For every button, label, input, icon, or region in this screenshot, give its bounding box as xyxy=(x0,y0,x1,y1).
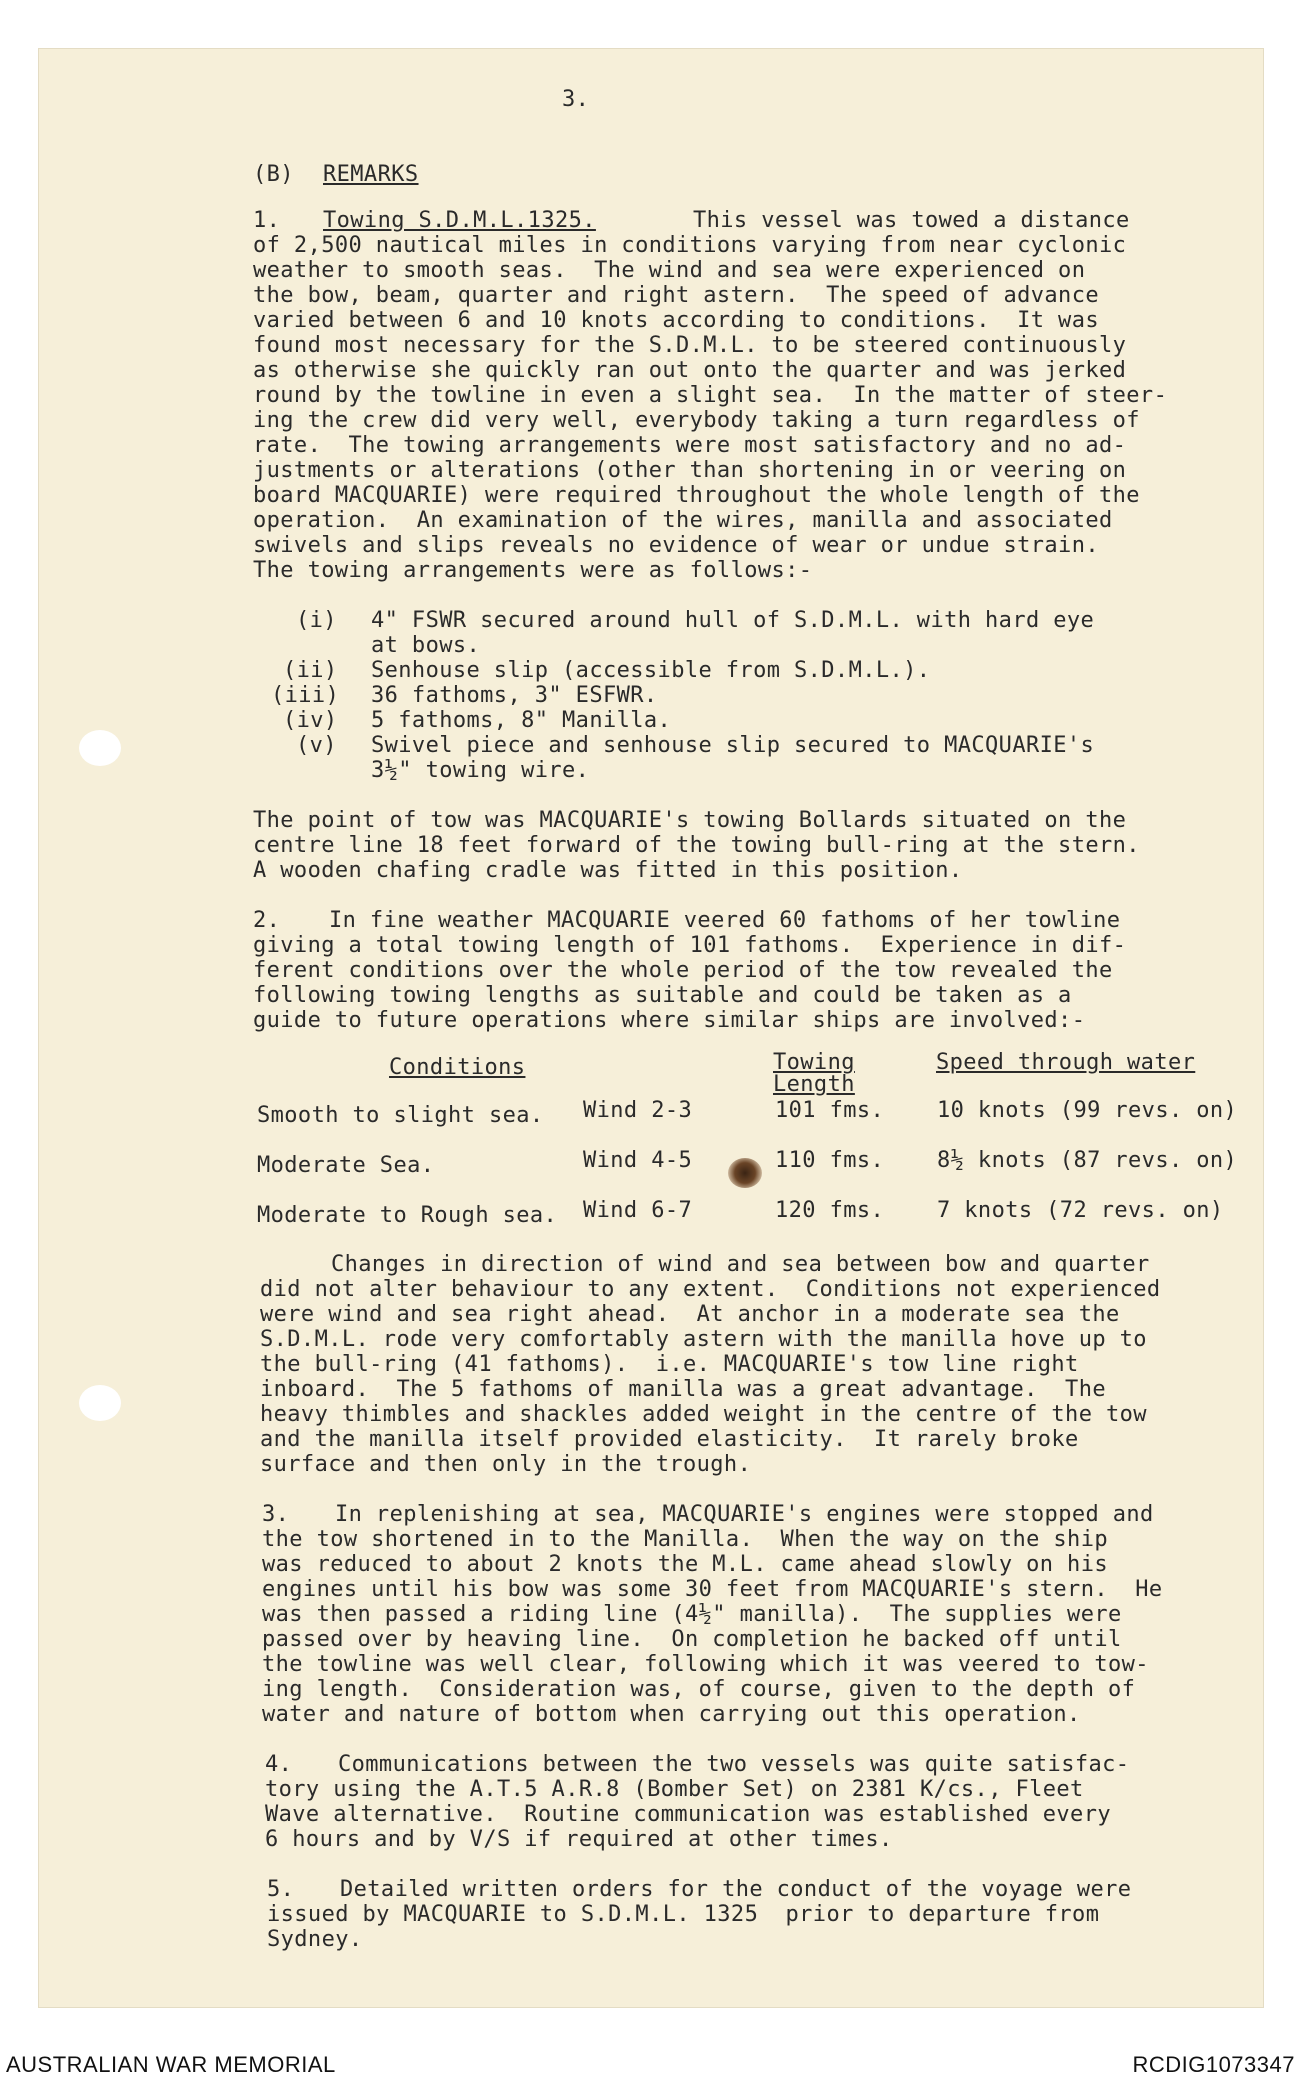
para1-number: 1. xyxy=(253,208,281,233)
table-header-conditions: Conditions xyxy=(389,1055,526,1080)
footer-reference: RCDIG1073347 xyxy=(1132,2052,1295,2077)
point-of-tow-line: A wooden chafing cradle was fitted in this position. xyxy=(253,858,963,883)
punch-hole xyxy=(79,1385,121,1421)
para2-line: giving a total towing length of 101 fathoms. Experience in dif- xyxy=(253,933,1127,958)
para3-number: 3. xyxy=(262,1502,290,1527)
ink-stain xyxy=(728,1158,762,1188)
table-cell-wind: Wind 6-7 xyxy=(583,1198,693,1223)
para2-number: 2. xyxy=(253,908,281,933)
table-cell-length: 101 fms. xyxy=(775,1098,885,1123)
para1-line: ing the crew did very well, everybody taking a turn regardless of xyxy=(253,408,1140,433)
changes-line: heavy thimbles and shackles added weight in the centre of the tow xyxy=(260,1402,1147,1427)
para1-line: weather to smooth seas. The wind and sea were experienced on xyxy=(253,258,1086,283)
list-item-text: 3½" towing wire. xyxy=(371,758,590,783)
para4-line: 6 hours and by V/S if required at other times. xyxy=(265,1827,893,1852)
list-item-text: 5 fathoms, 8" Manilla. xyxy=(371,708,672,733)
list-item-number: (i) xyxy=(296,608,337,633)
table-cell-condition: Moderate Sea. xyxy=(257,1153,435,1178)
changes-line: and the manilla itself provided elasticity. It rarely broke xyxy=(260,1427,1079,1452)
para2-line: ferent conditions over the whole period of the tow revealed the xyxy=(253,958,1113,983)
para3-line: passed over by heaving line. On completion he backed off until xyxy=(262,1627,1122,1652)
table-cell-wind: Wind 4-5 xyxy=(583,1148,693,1173)
changes-line: the bull-ring (41 fathoms). i.e. MACQUARIE's tow line right xyxy=(260,1352,1079,1377)
changes-line: inboard. The 5 fathoms of manilla was a great advantage. The xyxy=(260,1377,1106,1402)
table-cell-condition: Moderate to Rough sea. xyxy=(257,1203,558,1228)
table-header-length: Length xyxy=(773,1072,855,1097)
table-cell-speed: 8½ knots (87 revs. on) xyxy=(937,1148,1238,1173)
para1-line: of 2,500 nautical miles in conditions varying from near cyclonic xyxy=(253,233,1127,258)
list-item-number: (v) xyxy=(296,733,337,758)
para1-line: This vessel was towed a distance xyxy=(693,208,1130,233)
para5-line: Detailed written orders for the conduct of the voyage were xyxy=(340,1877,1132,1902)
para1-line: operation. An examination of the wires, manilla and associated xyxy=(253,508,1113,533)
para3-line: was then passed a riding line (4½" manilla). The supplies were xyxy=(262,1602,1122,1627)
para4-line: tory using the A.T.5 A.R.8 (Bomber Set) on 2381 K/cs., Fleet xyxy=(265,1777,1084,1802)
para4-number: 4. xyxy=(265,1752,293,1777)
list-item-number: (iv) xyxy=(283,708,338,733)
list-item-text: 36 fathoms, 3" ESFWR. xyxy=(371,683,658,708)
para5-line: issued by MACQUARIE to S.D.M.L. 1325 prior to departure from xyxy=(267,1902,1100,1927)
para3-line: In replenishing at sea, MACQUARIE's engines were stopped and xyxy=(335,1502,1154,1527)
para2-line: guide to future operations where similar ships are involved:- xyxy=(253,1008,1086,1033)
para1-line: varied between 6 and 10 knots according to conditions. It was xyxy=(253,308,1099,333)
para1-line: round by the towline in even a slight sea. In the matter of steer- xyxy=(253,383,1168,408)
para1-line: found most necessary for the S.D.M.L. to be steered continuously xyxy=(253,333,1127,358)
list-item-text: at bows. xyxy=(371,633,481,658)
para2-line: In fine weather MACQUARIE veered 60 fathoms of her towline xyxy=(329,908,1121,933)
para3-line: engines until his bow was some 30 feet from MACQUARIE's stern. He xyxy=(262,1577,1163,1602)
para1-line: The towing arrangements were as follows:- xyxy=(253,558,813,583)
para3-line: the towline was well clear, following which it was veered to tow- xyxy=(262,1652,1149,1677)
para5-number: 5. xyxy=(267,1877,295,1902)
list-item-number: (ii) xyxy=(283,658,338,683)
section-prefix: (B) xyxy=(253,162,294,187)
changes-line: surface and then only in the trough. xyxy=(260,1452,752,1477)
para1-line: the bow, beam, quarter and right astern. The speed of advance xyxy=(253,283,1099,308)
changes-line: were wind and sea right ahead. At anchor in a moderate sea the xyxy=(260,1302,1120,1327)
list-item-number: (iii) xyxy=(271,683,340,708)
para3-line: ing length. Consideration was, of course, given to the depth of xyxy=(262,1677,1136,1702)
table-cell-speed: 10 knots (99 revs. on) xyxy=(937,1098,1238,1123)
point-of-tow-line: The point of tow was MACQUARIE's towing Bollards situated on the xyxy=(253,808,1127,833)
punch-hole xyxy=(79,730,121,766)
para3-line: water and nature of bottom when carrying out this operation. xyxy=(262,1702,1081,1727)
table-cell-wind: Wind 2-3 xyxy=(583,1098,693,1123)
footer-source: AUSTRALIAN WAR MEMORIAL xyxy=(6,2052,336,2077)
para4-line: Communications between the two vessels was quite satisfac- xyxy=(338,1752,1130,1777)
para3-line: the tow shortened in to the Manilla. When the way on the ship xyxy=(262,1527,1108,1552)
list-item-text: 4" FSWR secured around hull of S.D.M.L. with hard eye xyxy=(371,608,1095,633)
changes-line: S.D.M.L. rode very comfortably astern with the manilla hove up to xyxy=(260,1327,1147,1352)
list-item-text: Swivel piece and senhouse slip secured to MACQUARIE's xyxy=(371,733,1095,758)
table-header-towing: Towing xyxy=(773,1050,855,1075)
changes-line: Changes in direction of wind and sea between bow and quarter xyxy=(331,1252,1150,1277)
para2-line: following towing lengths as suitable and could be taken as a xyxy=(253,983,1072,1008)
list-item-text: Senhouse slip (accessible from S.D.M.L.). xyxy=(371,658,931,683)
para3-line: was reduced to about 2 knots the M.L. came ahead slowly on his xyxy=(262,1552,1108,1577)
para1-heading: Towing S.D.M.L.1325. xyxy=(323,208,596,233)
para1-line: as otherwise she quickly ran out onto the quarter and was jerked xyxy=(253,358,1127,383)
table-cell-condition: Smooth to slight sea. xyxy=(257,1103,544,1128)
para1-line: board MACQUARIE) were required throughout the whole length of the xyxy=(253,483,1140,508)
para1-line: justments or alterations (other than shortening in or veering on xyxy=(253,458,1127,483)
para1-line: swivels and slips reveals no evidence of wear or undue strain. xyxy=(253,533,1099,558)
table-cell-length: 110 fms. xyxy=(775,1148,885,1173)
table-cell-length: 120 fms. xyxy=(775,1198,885,1223)
point-of-tow-line: centre line 18 feet forward of the towing bull-ring at the stern. xyxy=(253,833,1140,858)
page-number: 3. xyxy=(562,87,590,112)
para1-line: rate. The towing arrangements were most satisfactory and no ad- xyxy=(253,433,1127,458)
changes-line: did not alter behaviour to any extent. Conditions not experienced xyxy=(260,1277,1161,1302)
table-header-speed: Speed through water xyxy=(936,1050,1196,1075)
table-cell-speed: 7 knots (72 revs. on) xyxy=(937,1198,1224,1223)
para5-line: Sydney. xyxy=(267,1927,363,1952)
section-title: REMARKS xyxy=(323,162,419,187)
para4-line: Wave alternative. Routine communication was established every xyxy=(265,1802,1111,1827)
